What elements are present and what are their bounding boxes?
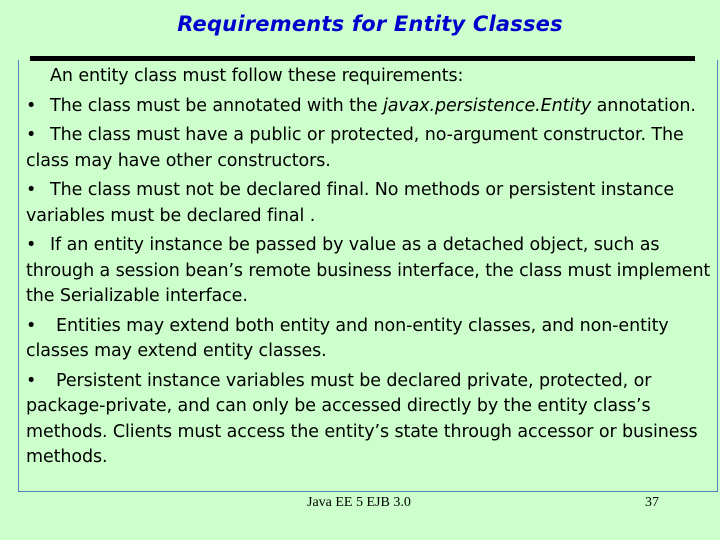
slide-body — [26, 64, 712, 475]
bullet-icon: • — [26, 235, 37, 255]
bullet-icon: • — [26, 95, 37, 116]
bullet-item — [26, 94, 712, 120]
annotation-term: javax.persistence.Entity — [383, 95, 592, 116]
bullet-text: annotation. — [591, 95, 696, 116]
bullet-item — [26, 233, 712, 310]
bullet-item — [26, 123, 712, 174]
bullet-text: The class must have a public or protected, no-argument constructor. The class may have other constructors. — [26, 125, 684, 171]
bullet-text: Persistent instance variables must be declared private, protected, or package-private, and can only be accessed directly by the entity class’s methods. Clients must access the entity’s state through accessor or business methods. — [26, 370, 698, 467]
bullet-icon: • — [26, 370, 37, 391]
bullet-text: The class must be annotated with the — [50, 95, 384, 116]
bullet-item — [26, 314, 712, 365]
bullet-icon: • — [26, 125, 37, 145]
intro-text: An entity class must follow these requirements: — [50, 66, 464, 86]
bullet-text: The class must not be declared final. No methods or persistent instance variables must be declared final . — [26, 180, 675, 226]
bullet-item — [26, 178, 712, 229]
bullet-item — [26, 369, 712, 471]
bullet-text: If an entity instance be passed by value as a detached object, such as through a session bean’s remote business interface, the class must implement the Serializable interface. — [26, 235, 711, 306]
slide-title: Requirements for Entity Classes — [177, 12, 563, 36]
bullet-icon: • — [26, 180, 37, 200]
bullet-icon: • — [26, 315, 37, 336]
footer-text: Java EE 5 EJB 3.0 — [307, 495, 411, 510]
bullet-text: Entities may extend both entity and non-entity classes, and non-entity classes may extend entity classes. — [26, 315, 669, 361]
page-number: 37 — [645, 495, 659, 510]
